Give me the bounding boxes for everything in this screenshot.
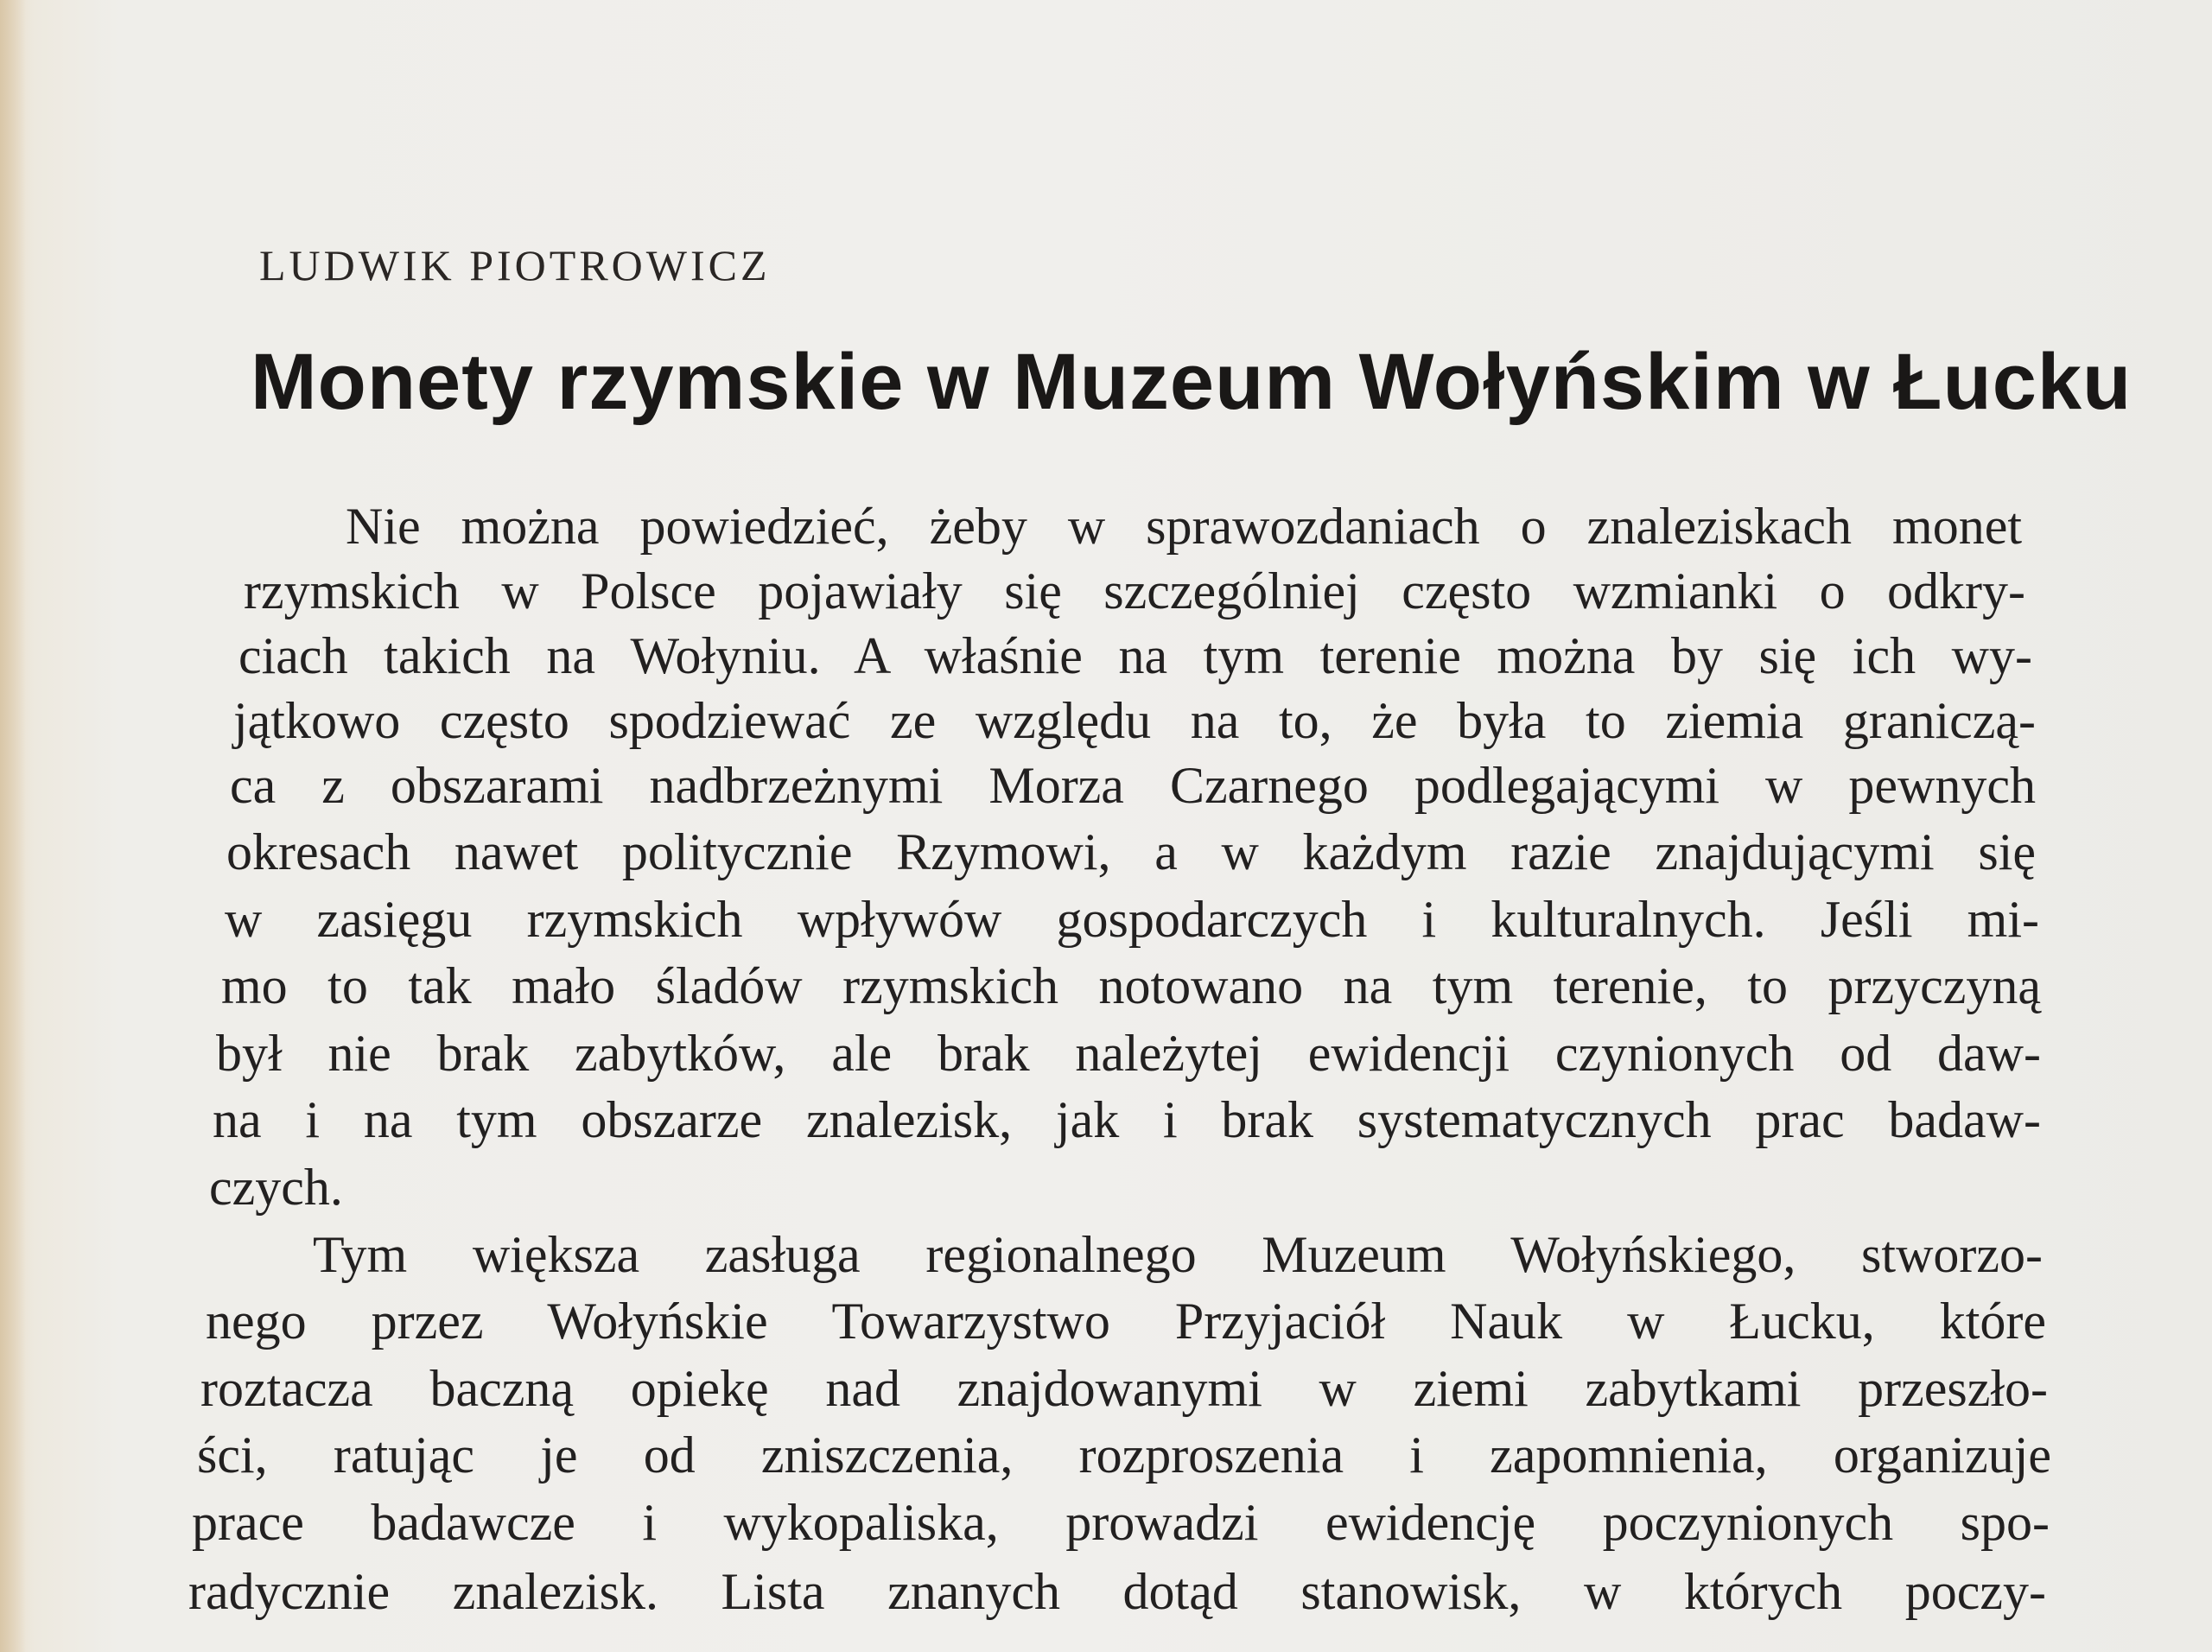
text-line: ciach takich na Wołyniu. A właśnie na tym terenie można by się ich wy-: [238, 627, 2032, 684]
article-title: Monety rzymskie w Muzeum Wołyńskim w Łucku: [251, 338, 2133, 426]
text-line: okresach nawet politycznie Rzymowi, a w każdym razie znajdującymi się: [226, 823, 2036, 880]
text-line: radycznie znalezisk. Lista znanych dotąd stanowisk, w których poczy-: [188, 1563, 2046, 1620]
text-line: Tym większa zasługa regionalnego Muzeum Wołyńskiego, stworzo-: [313, 1226, 2043, 1283]
text-line: ca z obszarami nadbrzeżnymi Morza Czarnego podlegającymi w pewnych: [230, 757, 2036, 814]
text-line: na i na tym obszarze znalezisk, jak i brak systematycznych prac badaw-: [213, 1091, 2041, 1148]
text-line: w zasięgu rzymskich wpływów gospodarczych i kulturalnych. Jeśli mi-: [225, 891, 2039, 948]
text-line: ści, ratując je od zniszczenia, rozproszenia i zapomnienia, organizuje: [197, 1426, 2051, 1484]
text-line: był nie brak zabytków, ale brak należytej ewidencji czynionych od daw-: [216, 1025, 2041, 1082]
text-line: prace badawcze i wykopaliska, prowadzi ewidencję poczynionych spo-: [192, 1494, 2050, 1551]
text-line: rzymskich w Polsce pojawiały się szczególniej często wzmianki o odkry-: [244, 562, 2025, 620]
text-line: nego przez Wołyńskie Towarzystwo Przyjaciół Nauk w Łucku, które: [206, 1293, 2046, 1350]
text-line: Nie można powiedzieć, żeby w sprawozdaniach o znaleziskach monet: [346, 498, 2022, 555]
author-name: LUDWIK PIOTROWICZ: [259, 241, 771, 289]
text-line: mo to tak mało śladów rzymskich notowano na tym terenie, to przyczyną: [221, 957, 2041, 1014]
text-line: roztacza baczną opiekę nad znajdowanymi w ziemi zabytkami przeszło-: [200, 1360, 2048, 1417]
text-line: czych.: [209, 1159, 343, 1216]
text-line: jątkowo często spodziewać ze względu na to, że była to ziemia graniczą-: [233, 692, 2036, 749]
